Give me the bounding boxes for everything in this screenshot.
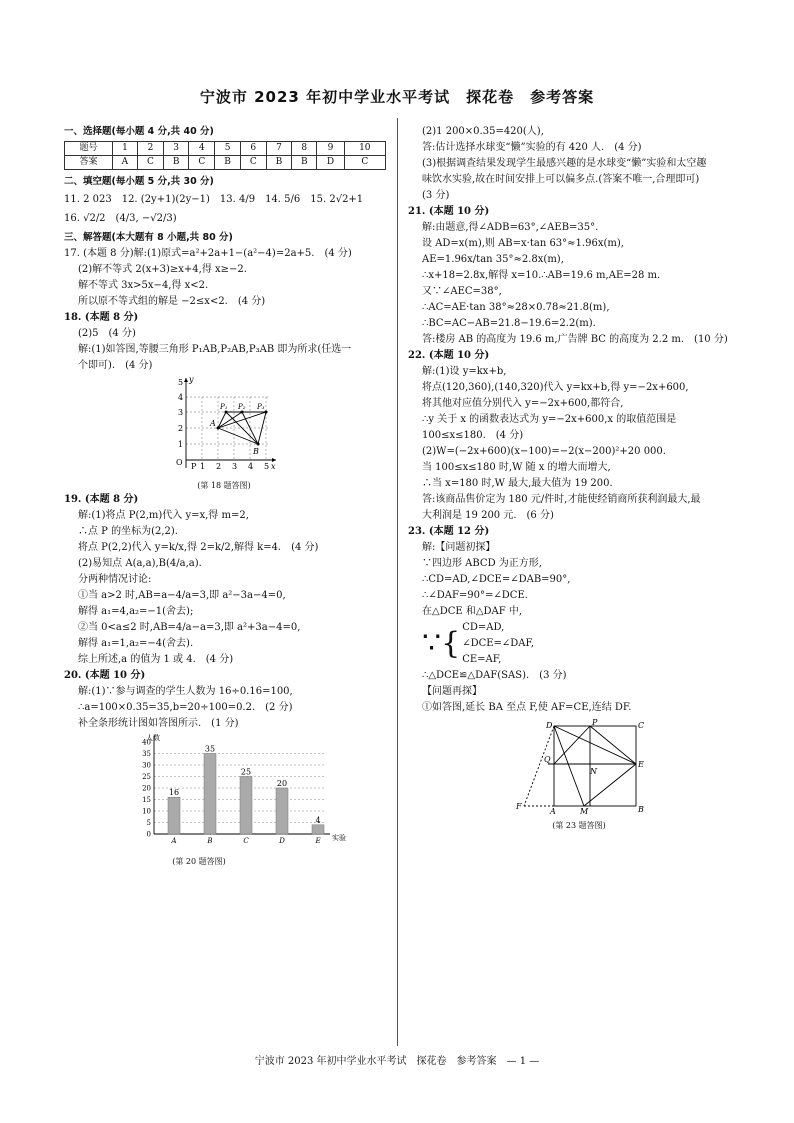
q21-line: 又∵∠AEC=38°, [422, 286, 502, 297]
q23-line: 在△DCE 和△DAF 中, [422, 606, 523, 617]
section-fill: 二、填空题(每小题 5 分,共 30 分) [64, 176, 214, 188]
table-header: 题号 [65, 142, 113, 156]
category-label: A [171, 837, 177, 846]
table-cell: C [137, 156, 163, 170]
congruence-conditions [408, 620, 738, 668]
table-cell: 3 [164, 142, 189, 156]
table-cell: 2 [137, 142, 163, 156]
q19-line: 解得 a₁=4,a₂=−1(舍去); [78, 606, 194, 618]
table-header: 答案 [65, 156, 113, 170]
table-cell: B [164, 156, 189, 170]
y-tick-label: 5 [146, 819, 151, 828]
table-cell: A [113, 156, 138, 170]
x-tick: 2 [216, 461, 222, 471]
fill-answers-2: 16. √2/2 (4/3, −√2/3) [64, 213, 177, 225]
origin-label: O [176, 457, 183, 467]
q22-line: ∴当 x=180 时,W 最大,最大值为 19 200. [422, 478, 613, 489]
figure-20 [124, 732, 388, 869]
q23-heading: 23. (本题 12 分) [408, 526, 490, 537]
y-tick: 1 [178, 439, 184, 449]
q23-line: ①如答图,延长 BA 至点 F,使 AF=CE,连结 DF. [422, 702, 632, 713]
figure-18 [164, 374, 388, 493]
y-tick-label: 40 [142, 738, 151, 747]
x-tick: 4 [248, 461, 254, 471]
coordinate-figure [164, 374, 284, 474]
column-divider [397, 118, 398, 1046]
q20b-line: (3)根据调查结果发现学生最感兴趣的是水球变“懒”实验和太空趣 [422, 158, 707, 169]
q17-line: 17. (本题 8 分)解:(1)原式=a²+2a+1−(a²−4)=2a+5. (4 分) [64, 247, 352, 259]
answer-table [64, 141, 386, 170]
q17-line: (2)解不等式 2(x+3)≥x+4,得 x≥−2. [78, 263, 247, 275]
q23-line: ∴∠DAF=90°=∠DCE. [422, 590, 528, 601]
y-tick: 4 [178, 392, 184, 402]
q22-line: 当 100≤x≤180 时,W 随 x 的增大而增大, [422, 462, 611, 473]
point-c-label: C [638, 721, 645, 730]
table-cell: C [240, 156, 266, 170]
bar [204, 754, 216, 835]
figure-23 [504, 718, 738, 833]
right-column [408, 124, 738, 833]
table-cell: 5 [215, 142, 240, 156]
data-label: 35 [204, 744, 216, 754]
q21-line: ∴x+18=2.8x,解得 x=10.∴AB=19.6 m,AE=28 m. [422, 270, 661, 281]
left-column [64, 124, 388, 869]
fill-answers-1: 11. 2 023 12. (2y+1)(2y−1) 13. 4/9 14. 5/6 15. 2√2+1 [64, 194, 364, 206]
q22-line: 大利润是 19 200 元. (6 分) [422, 510, 554, 521]
category-label: B [207, 837, 213, 846]
y-tick-label: 30 [142, 761, 151, 770]
q22-line: 答:该商品售价定为 180 元/件时,才能使经销商所获利润最大,最 [422, 494, 701, 505]
table-cell: 4 [189, 142, 215, 156]
figure-20-caption: (第 20 题答图) [172, 857, 226, 867]
q22-line: 将点(120,360),(140,320)代入 y=kx+b,得 y=−2x+600, [422, 382, 689, 393]
q19-line: ∴点 P 的坐标为(2,2). [78, 526, 178, 538]
q20-heading: 20. (本题 10 分) [64, 670, 146, 682]
q22-line: ∴y 关于 x 的函数表达式为 y=−2x+600,x 的取值范围是 [422, 414, 677, 425]
point-a-label: A [550, 807, 556, 814]
q23-line: 【问题再探】 [422, 686, 482, 697]
table-cell: B [292, 156, 317, 170]
x-axis-label: 实验 [332, 834, 346, 843]
category-label: D [279, 837, 285, 846]
point-p2-label: P₂ [238, 402, 246, 411]
point-f-label: F [516, 802, 522, 811]
x-tick: 3 [232, 461, 238, 471]
q17-line: 解不等式 3x>5x−4,得 x<2. [78, 279, 209, 291]
point-a-label: A [210, 418, 216, 428]
y-tick: 3 [178, 407, 184, 417]
section-choice: 一、选择题(每小题 4 分,共 40 分) [64, 126, 214, 137]
q19-line: 分两种情况讨论: [78, 574, 152, 586]
y-axis-label: 人数 [146, 734, 160, 743]
q17-line: 所以原不等式组的解是 −2≤x<2. (4 分) [78, 295, 266, 307]
q22-heading: 22. (本题 10 分) [408, 350, 490, 361]
q18-line: 解:(1)如答图,等腰三角形 P₁AB,P₂AB,P₃AB 即为所求(任选一 [78, 343, 352, 355]
page-title: 宁波市 2023 年初中学业水平考试 探花卷 参考答案 [199, 88, 595, 106]
y-tick-label: 15 [142, 796, 151, 805]
table-cell: B [215, 156, 240, 170]
point-p3-label: P₃ [257, 402, 265, 411]
q18-line: (2)5 (4 分) [78, 327, 136, 339]
bar [276, 788, 288, 834]
point-m-label: M [580, 807, 589, 814]
q22-line: 100≤x≤180. (4 分) [422, 430, 524, 441]
geometry-figure [504, 718, 654, 814]
q23-line: ∴△DCE≌△DAF(SAS). (3 分) [422, 670, 567, 681]
q21-line: ∴BC=AC−AB=21.8−19.6=2.2(m). [422, 318, 596, 329]
q20b-line: (3 分) [422, 190, 450, 201]
q19-line: (2)易知点 A(a,a),B(4/a,a). [78, 558, 202, 570]
y-axis-label: y [189, 374, 194, 384]
table-cell: D [317, 156, 344, 170]
y-tick-label: 25 [142, 773, 151, 782]
data-label: 16 [168, 788, 180, 798]
q21-line: 设 AD=x(m),则 AB=x·tan 63°≈1.96x(m), [422, 238, 624, 249]
data-label: 25 [240, 767, 252, 777]
table-cell: C [344, 156, 385, 170]
table-cell: 6 [240, 142, 266, 156]
point-b-label: B [638, 805, 644, 814]
category-label: C [243, 837, 249, 846]
table-cell: 10 [344, 142, 385, 156]
q22-line: (2)W=(−2x+600)(x−100)=−2(x−200)²+20 000. [422, 446, 666, 457]
page-footer: 宁波市 2023 年初中学业水平考试 探花卷 参考答案 — 1 — [254, 1056, 540, 1067]
q22-line: 解:(1)设 y=kx+b, [422, 366, 507, 377]
point-b-label: B [253, 446, 259, 456]
q19-line: 将点 P(2,2)代入 y=k/x,得 2=k/2,解得 k=4. (4 分) [78, 542, 319, 554]
q21-heading: 21. (本题 10 分) [408, 206, 490, 217]
x-tick: 5 [264, 461, 270, 471]
q20b-line: 答:估计选择水球变“懒”实验的有 420 人. (4 分) [422, 142, 642, 153]
y-tick-label: 35 [142, 750, 151, 759]
y-tick-label: 20 [142, 784, 151, 793]
q21-line: AE=1.96x/tan 35°≈2.8x(m), [422, 254, 564, 265]
q23-line: 解:【问题初探】 [422, 542, 496, 553]
q20b-line: (2)1 200×0.35=420(人), [422, 126, 544, 137]
y-tick-label: 10 [142, 807, 151, 816]
q19-heading: 19. (本题 8 分) [64, 494, 139, 506]
point-p-label: P [592, 718, 598, 727]
point-n-label: N [590, 767, 597, 776]
q23-condition: CD=AD, [462, 622, 505, 633]
q23-condition: CE=AF, [462, 654, 502, 665]
table-row-answers [65, 156, 386, 170]
q19-line: ②当 0<a≤2 时,AB=4/a−a=3,即 a²+3a−4=0, [78, 622, 301, 634]
q20-line: 解:(1)∵参与调查的学生人数为 16÷0.16=100, [78, 686, 293, 698]
point-d-label: D [546, 721, 553, 730]
data-label: 20 [276, 779, 288, 789]
bar [312, 825, 324, 834]
q20-line: ∴a=100×0.35=35,b=20÷100=0.2. (2 分) [78, 702, 293, 714]
q23-line: ∵四边形 ABCD 为正方形, [422, 558, 542, 569]
y-tick: 5 [178, 377, 184, 387]
y-tick: 2 [178, 423, 184, 433]
point-q-label: Q [544, 755, 551, 764]
q19-line: 解:(1)将点 P(2,m)代入 y=x,得 m=2, [78, 510, 249, 522]
table-cell: 7 [266, 142, 291, 156]
figure-23-caption: (第 23 题答图) [552, 821, 606, 830]
q21-line: 答:楼房 AB 的高度为 19.6 m,广告牌 BC 的高度为 2.2 m. (10 分) [422, 334, 728, 345]
point-p-label: P [191, 461, 197, 471]
q19-line: 综上所述,a 的值为 1 或 4. (4 分) [78, 654, 234, 666]
table-cell: 1 [113, 142, 138, 156]
q23-condition: ∠DCE=∠DAF, [462, 638, 535, 649]
q21-line: ∴AC=AE·tan 38°≈28×0.78≈21.8(m), [422, 302, 610, 313]
q18-line: 个即可). (4 分) [78, 359, 153, 371]
y-tick-label: 0 [146, 830, 151, 839]
section-solve: 三、解答题(本大题有 8 小题,共 80 分) [64, 232, 233, 244]
table-cell: 9 [317, 142, 344, 156]
point-p1-label: P₁ [220, 402, 228, 411]
table-row-numbers [65, 142, 386, 156]
bar [168, 798, 180, 835]
q23-line: ∴CD=AD,∠DCE=∠DAB=90°, [422, 574, 571, 585]
data-label: 4 [315, 816, 321, 826]
bar [240, 777, 252, 835]
table-cell: 8 [292, 142, 317, 156]
q19-line: ①当 a>2 时,AB=a−4/a=3,即 a²−3a−4=0, [78, 590, 286, 602]
point-e-label: E [638, 760, 644, 769]
x-axis-label: x [271, 461, 276, 471]
bar-chart [124, 732, 364, 850]
figure-18-caption: (第 18 题答图) [197, 480, 251, 490]
q20b-line: 味饮水实验,故在时间安排上可以偏多点.(答案不唯一,合理即可) [422, 174, 700, 185]
table-cell: C [189, 156, 215, 170]
q18-heading: 18. (本题 8 分) [64, 311, 139, 323]
category-label: E [315, 837, 321, 846]
q21-line: 解:由题意,得∠ADB=63°,∠AEB=35°. [422, 222, 599, 233]
q20-line: 补全条形统计图如答图所示. (1 分) [78, 718, 239, 730]
because-brace: ∵{ [422, 626, 461, 661]
q22-line: 将其他对应值分别代入 y=−2x+600,都符合, [422, 398, 624, 409]
q19-line: 解得 a₁=1,a₂=−4(舍去). [78, 638, 194, 650]
x-tick: 1 [200, 461, 206, 471]
table-cell: B [266, 156, 291, 170]
